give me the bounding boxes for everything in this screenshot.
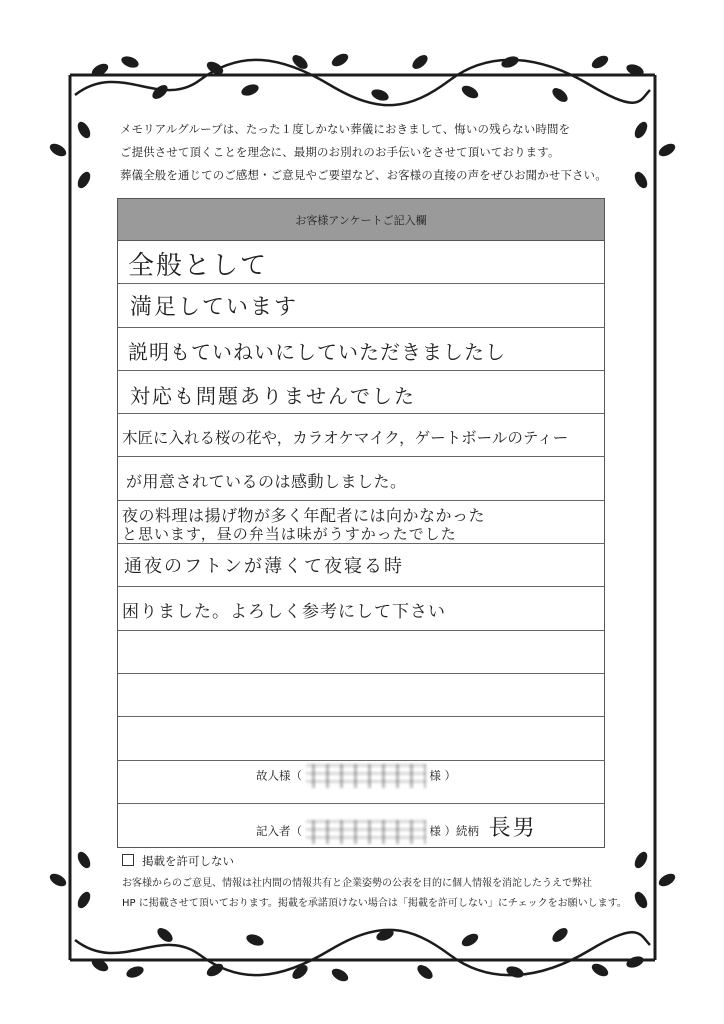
relation-value: 長男 bbox=[488, 816, 537, 841]
survey-line bbox=[118, 414, 604, 457]
writer-suffix: 様 ）続柄 bbox=[429, 824, 479, 838]
survey-line bbox=[118, 457, 604, 500]
handwritten-line-5: 木匠に入れる桜の花や，カラオケマイク，ゲートボールのティー bbox=[122, 429, 569, 448]
handwritten-line-4: 対応も問題ありませんでした bbox=[130, 383, 416, 408]
deceased-label: 故人様（ bbox=[256, 768, 302, 783]
handwritten-line-10: 困りました。よろしく参考にして下さい bbox=[122, 602, 446, 623]
survey-line bbox=[118, 631, 604, 674]
intro-line-2: ご提供させて頂くことを理念に、最期のお別れのお手伝いをさせて頂いております。 bbox=[120, 145, 560, 159]
survey-line bbox=[118, 241, 604, 284]
intro-line-3: 葬儀全般を通じてのご感想・ご意見やご要望など、お客様の直接の声をぜひお聞かせ下さい。 bbox=[120, 168, 607, 182]
handwritten-line-9: 通夜のフトンが薄くて夜寝る時 bbox=[124, 556, 404, 578]
handwritten-line-8: と思います，昼の弁当は味がうすかったでした bbox=[122, 524, 457, 543]
writer-name-redacted bbox=[306, 820, 426, 844]
survey-line bbox=[118, 328, 604, 371]
survey-line bbox=[118, 284, 604, 327]
survey-lines bbox=[118, 241, 604, 804]
publish-checkbox-label: 掲載を許可しない bbox=[142, 854, 234, 868]
notice-line-1: お客様からのご意見、情報は社内間の情報共有と企業姿勢の公表を目的に個人情報を消詑したうえで弊社 bbox=[122, 878, 592, 889]
writer-row bbox=[256, 811, 537, 844]
publish-checkbox[interactable] bbox=[122, 854, 134, 866]
survey-line bbox=[118, 587, 604, 630]
survey-line bbox=[118, 674, 604, 717]
survey-header: お客様アンケートご記入欄 bbox=[118, 199, 604, 241]
survey-line bbox=[118, 717, 604, 760]
survey-line bbox=[118, 544, 604, 587]
writer-label: 記入者（ bbox=[256, 824, 302, 838]
deceased-name-redacted bbox=[306, 764, 426, 788]
intro-line-1: メモリアルグループは、たった１度しかない葬儀におきまして、悔いの残らない時間を bbox=[120, 122, 571, 136]
deceased-suffix: 様 ） bbox=[429, 768, 456, 783]
handwritten-line-6: が用意されているのは感動しました。 bbox=[126, 472, 407, 492]
intro-text bbox=[120, 118, 620, 187]
handwritten-line-1: 全般として bbox=[128, 251, 269, 281]
handwritten-line-2: 満足しています bbox=[130, 295, 299, 321]
handwritten-line-3: 説明もていねいにしていただきましたし bbox=[128, 339, 506, 364]
survey-box bbox=[117, 198, 605, 848]
publish-checkbox-row[interactable] bbox=[122, 853, 234, 869]
notice-line-2: HP に掲載させて頂いております。掲載を承諾頂けない場合は「掲載を許可しない」にチェックをお願いします。 bbox=[122, 898, 627, 909]
publish-notice bbox=[122, 874, 627, 914]
deceased-row bbox=[256, 764, 456, 788]
handwritten-line-7: 夜の料理は揚げ物が多く年配者には向かなかった bbox=[122, 505, 486, 525]
survey-line bbox=[118, 501, 604, 544]
survey-line bbox=[118, 371, 604, 414]
